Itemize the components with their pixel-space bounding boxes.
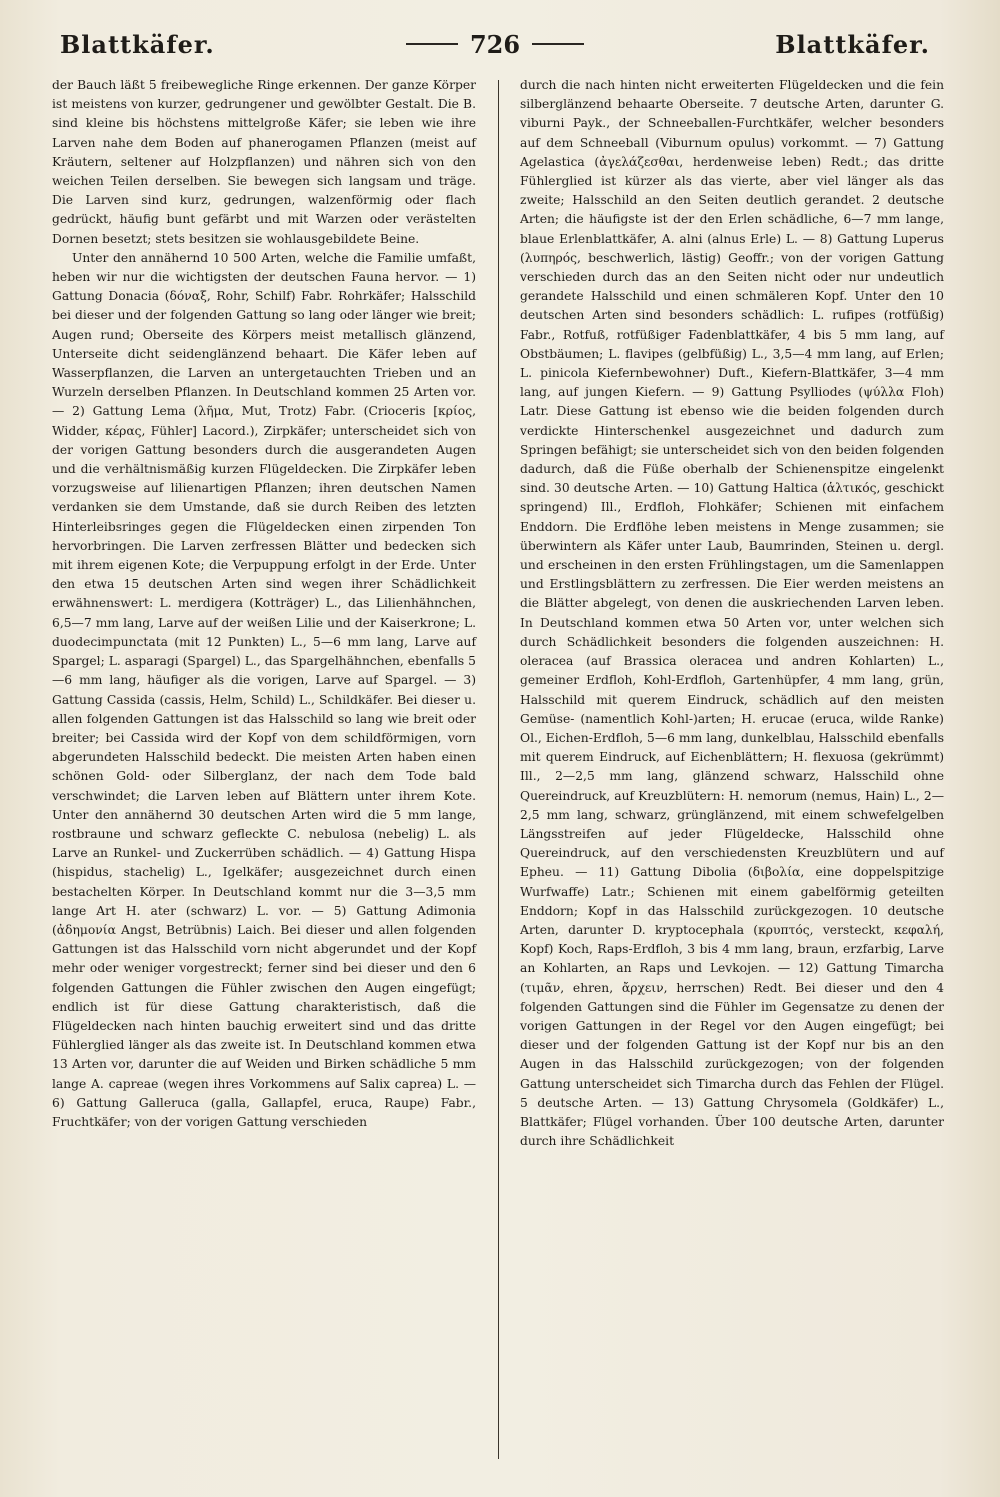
column-divider [498, 80, 499, 1459]
running-head-left: Blattkäfer. [60, 29, 215, 59]
left-paragraph-2: Unter den annähernd 10 500 Arten, welche die Familie umfaßt, heben wir nur die wichtigsten der deutschen Fauna hervor. — 1) Gattung Donacia (δόναξ, Rohr, Schilf) Fabr. Rohrkäfer; Halsschild bei dieser und der folgenden Gattung so lang oder länger wie breit; Augen rund; Oberseite des Körpers meist metallisch glänzend, Unterseite dicht seidenglänzend behaart. Die Käfer leben auf Wasserpflanzen, die Larven an untergetauchten Trieben und an Wurzeln derselben Pflanzen. In Deutschland kommen 25 Arten vor. — 2) Gattung Lema (λῆμα, Mut, Trotz) Fabr. (Crioceris [κρίος, Widder, κέρας, Fühler] Lacord.), Zirpkäfer; unterscheidet sich von der vorigen Gattung besonders durch die ausgerandeten Augen und die verhältnismäßig kurzen Flügeldecken. Die Zirpkäfer leben vorzugsweise auf lilienartigen Pflanzen; ihren deutschen Namen verdanken sie dem Umstande, daß sie durch Reiben des letzten Hinterleibsringes gegen die Flügeldecken einen zirpenden Ton hervorbringen. Die Larven zerfressen Blätter und bedecken sich mit ihrem eigenen Kote; die Verpuppung erfolgt in der Erde. Unter den etwa 15 deutschen Arten sind wegen ihrer Schädlichkeit erwähnenswert: L. merdigera (Kotträger) L., das Lilienhähnchen, 6,5—7 mm lang, Larve auf der weißen Lilie und der Kaiserkrone; L. duodecimpunctata (mit 12 Punkten) L., 5—6 mm lang, Larve auf Spargel; L. asparagi (Spargel) L., das Spargelhähnchen, ebenfalls 5—6 mm lang, häufiger als die vorigen, Larve auf Spargel. — 3) Gattung Cassida (cassis, Helm, Schild) L., Schildkäfer. Bei dieser u. allen folgenden Gattungen ist das Halsschild so lang wie breit oder breiter; bei Cassida wird der Kopf von dem schildförmigen, vorn abgerundeten Halsschild bedeckt. Die meisten Arten haben einen schönen Gold- oder Silberglanz, der nach dem Tode bald verschwindet; die Larven leben auf Blättern unter ihrem Kote. Unter den annähernd 30 deutschen Arten wird die 5 mm lange, rostbraune und schwarz gefleckte C. nebulosa (nebelig) L. als Larve an Runkel- und Zuckerrüben schädlich. — 4) Gattung Hispa (hispidus, stachelig) L., Igelkäfer; ausgezeichnet durch einen bestachelten Körper. In Deutschland kommt nur die 3—3,5 mm lange Art H. ater (schwarz) L. vor. — 5) Gattung Adimonia (ἀδημονία Angst, Betrübnis) Laich. Bei dieser und allen folgenden Gattungen ist das Halsschild vorn nicht abgerundet und der Kopf mehr oder weniger vorgestreckt; ferner sind bei dieser und den 6 folgenden Gattungen die Fühler zwischen den Augen eingefügt; endlich ist für diese Gattung charakteristisch, daß die Flügeldecken nach hinten bauchig erweitert sind und das dritte Fühlerglied länger als das zweite ist. In Deutschland kommen etwa 13 Arten vor, darunter die auf Weiden und Birken schädliche 5 mm lange A. capreae (wegen ihres Vorkommens auf Salix caprea) L. — 6) Gattung Galleruca (galla, Gallapfel, eruca, Raupe) Fabr., Fruchtkäfer; von der vorigen Gattung verschieden [52, 250, 476, 1129]
header-rule-left [406, 43, 458, 45]
text-columns [52, 76, 944, 1487]
page-number: 726 [469, 29, 521, 59]
left-column [52, 76, 476, 1487]
left-paragraph-1: der Bauch läßt 5 freibewegliche Ringe erkennen. Der ganze Körper ist meistens von kurzer, gedrungener und gewölbter Gestalt. Die B. sind kleine bis höchstens mittelgroße Käfer; sie leben wie ihre Larven nahe dem Boden auf phanerogamen Pflanzen (meist auf Kräutern, seltener auf Holzpflanzen) und nähren sich von den weichen Teilen derselben. Sie bewegen sich langsam und träge. Die Larven sind kurz, gedrungen, walzenförmig oder flach gedrückt, häufig bunt gefärbt und mit Warzen oder verästelten Dornen besetzt; stets besitzen sie wohlausgebildete Beine. [52, 78, 476, 246]
page-header [60, 24, 930, 64]
right-column [520, 76, 944, 1487]
page-number-block [406, 30, 584, 59]
right-paragraph-1: durch die nach hinten nicht erweiterten Flügeldecken und die fein silberglänzend behaarte Oberseite. 7 deutsche Arten, darunter G. viburni Payk., der Schneeballen-Furchtkäfer, welcher besonders auf dem Schneeball (Viburnum opulus) vorkommt. — 7) Gattung Agelastica (ἀγελάζεσθαι, herdenweise leben) Redt.; das dritte Fühlerglied ist kürzer als das vierte, aber viel länger als das zweite; Halsschild an den Seiten deutlich gerandet. 2 deutsche Arten; die häufigste ist der den Erlen schädliche, 6—7 mm lange, blaue Erlenblattkäfer, A. alni (alnus Erle) L. — 8) Gattung Luperus (λυπηρός, beschwerlich, lästig) Geoffr.; von der vorigen Gattung verschieden durch das an den Seiten nicht oder nur undeutlich gerandete Halsschild und einen schmäleren Kopf. Unter den 10 deutschen Arten sind besonders schädlich: L. rufipes (rotfüßig) Fabr., Rotfuß, rotfüßiger Fadenblattkäfer, 4 bis 5 mm lang, auf Obstbäumen; L. flavipes (gelbfüßig) L., 3,5—4 mm lang, auf Erlen; L. pinicola Kiefernbewohner) Duft., Kiefern-Blattkäfer, 3—4 mm lang, auf jungen Kiefern. — 9) Gattung Psylliodes (ψύλλα Floh) Latr. Diese Gattung ist ebenso wie die beiden folgenden durch verdickte Hinterschenkel ausgezeichnet und dadurch zum Springen befähigt; sie unterscheidet sich von den beiden folgenden dadurch, daß die Füße oberhalb der Schienenspitze eingelenkt sind. 30 deutsche Arten. — 10) Gattung Haltica (ἁλτικός, geschickt springend) Ill., Erdfloh, Flohkäfer; Schienen mit einfachem Enddorn. Die Erdflöhe leben meistens in Menge zusammen; sie überwintern als Käfer unter Laub, Baumrinden, Steinen u. dergl. und erscheinen in den ersten Frühlingstagen, um die Samenlappen und Erstlingsblättern zu zerfressen. Die Eier werden meistens an die Blätter abgelegt, von denen die auskriechenden Larven leben. In Deutschland kommen etwa 50 Arten vor, unter welchen sich durch Schädlichkeit besonders die folgenden auszeichnen: H. oleracea (auf Brassica oleracea und andren Kohlarten) L., gemeiner Erdfloh, Kohl-Erdfloh, Gartenhüpfer, 4 mm lang, grün, Halsschild mit querem Eindruck, schädlich auf den meisten Gemüse- (namentlich Kohl-)arten; H. erucae (eruca, wilde Ranke) Ol., Eichen-Erdfloh, 5—6 mm lang, dunkelblau, Halsschild ebenfalls mit querem Eindruck, auf Eichenblättern; H. flexuosa (gekrümmt) Ill., 2—2,5 mm lang, glänzend schwarz, Halsschild ohne Quereindruck, auf Kreuzblütern: H. nemorum (nemus, Hain) L., 2—2,5 mm lang, schwarz, grünglänzend, mit einem schwefelgelben Längsstreifen auf jeder Flügeldecke, Halsschild ohne Quereindruck, auf den verschiedensten Kreuzblütern und auf Epheu. — 11) Gattung Dibolia (διβολία, eine doppelspitzige Wurfwaffe) Latr.; Schienen mit einem gabelförmig geteilten Enddorn; Kopf in das Halsschild zurückgezogen. 10 deutsche Arten, darunter D. kryptocephala (κρυπτός, versteckt, κεφαλή, Kopf) Koch, Raps-Erdfloh, 3 bis 4 mm lang, braun, erzfarbig, Larve an Kohlarten, an Raps und Levkojen. — 12) Gattung Timarcha (τιμᾶν, ehren, ἄρχειν, herrschen) Redt. Bei dieser und den 4 folgenden Gattungen sind die Fühler im Gegensatze zu denen der vorigen Gattungen in der Regel vor den Augen eingefügt; bei dieser und der folgenden Gattung ist der Kopf nur bis an den Augen in das Halsschild zurückgezogen; von der folgenden Gattung unterscheidet sich Timarcha durch das Fehlen der Flügel. 5 deutsche Arten. — 13) Gattung Chrysomela (Goldkäfer) L., Blattkäfer; Flügel vorhanden. Über 100 deutsche Arten, darunter durch ihre Schädlichkeit [520, 78, 944, 1149]
running-head-right: Blattkäfer. [775, 29, 930, 59]
header-rule-right [532, 43, 584, 45]
